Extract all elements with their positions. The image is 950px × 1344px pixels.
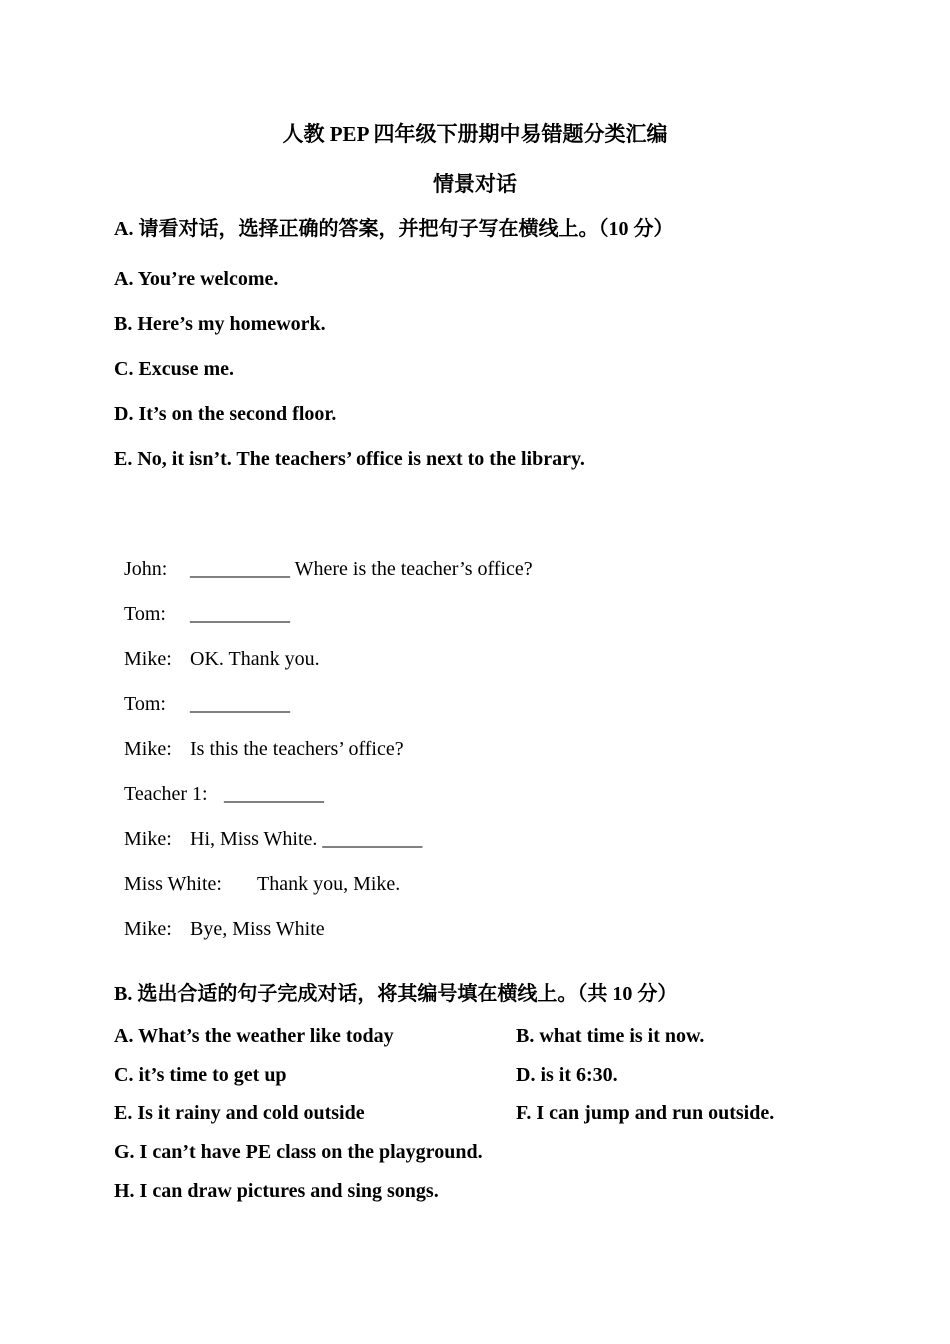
page-subtitle: 情景对话 — [433, 172, 517, 196]
dialogue-speaker: Miss White: — [124, 873, 222, 895]
dialogue-line — [114, 809, 422, 849]
section-a-option: C. Excuse me. — [114, 358, 234, 380]
dialogue-speaker: John: — [124, 558, 168, 580]
dialogue-text: OK. Thank you. — [190, 648, 320, 670]
section-a-option: B. Here’s my homework. — [114, 313, 326, 335]
dialogue-line — [114, 584, 290, 624]
section-b-option: A. What’s the weather like today — [114, 1025, 394, 1047]
page-title: 人教 PEP 四年级下册期中易错题分类汇编 — [282, 122, 668, 146]
dialogue-line — [114, 854, 400, 894]
dialogue-speaker: Tom: — [124, 603, 166, 625]
dialogue-speaker: Teacher 1: — [124, 783, 208, 805]
section-b-option: F. I can jump and run outside. — [516, 1102, 775, 1124]
dialogue-line — [114, 719, 404, 759]
dialogue-speaker: Mike: — [124, 738, 172, 760]
section-b-option: D. is it 6:30. — [516, 1064, 618, 1086]
dialogue-text: __________ — [190, 603, 290, 625]
dialogue-line — [114, 674, 290, 714]
section-a-option: A. You’re welcome. — [114, 268, 279, 290]
section-b-option: E. Is it rainy and cold outside — [114, 1102, 365, 1124]
dialogue-line — [114, 764, 324, 804]
section-b-option: C. it’s time to get up — [114, 1064, 287, 1086]
dialogue-text: Is this the teachers’ office? — [190, 738, 404, 760]
dialogue-text: __________ — [190, 693, 290, 715]
dialogue-text: __________ Where is the teacher’s office? — [190, 558, 533, 580]
section-a-option: E. No, it isn’t. The teachers’ office is next to the library. — [114, 448, 585, 470]
section-a-heading: A. 请看对话，选择正确的答案，并把句子写在横线上。（10 分） — [114, 218, 674, 240]
dialogue-text: Thank you, Mike. — [257, 873, 401, 895]
dialogue-text: Hi, Miss White. __________ — [190, 828, 423, 850]
section-b-option: H. I can draw pictures and sing songs. — [114, 1180, 439, 1202]
dialogue-speaker: Mike: — [124, 648, 172, 670]
dialogue-text: __________ — [224, 783, 324, 805]
section-b-option: B. what time is it now. — [516, 1025, 705, 1047]
dialogue-line — [114, 629, 320, 669]
dialogue-speaker: Tom: — [124, 693, 166, 715]
dialogue-line — [114, 539, 533, 579]
section-b-heading: B. 选出合适的句子完成对话，将其编号填在横线上。（共 10 分） — [114, 983, 678, 1005]
dialogue-speaker: Mike: — [124, 918, 172, 940]
section-b-option: G. I can’t have PE class on the playground. — [114, 1141, 483, 1163]
dialogue-text: Bye, Miss White — [190, 918, 325, 940]
dialogue-line — [114, 899, 325, 939]
dialogue-speaker: Mike: — [124, 828, 172, 850]
section-a-option: D. It’s on the second floor. — [114, 403, 337, 425]
